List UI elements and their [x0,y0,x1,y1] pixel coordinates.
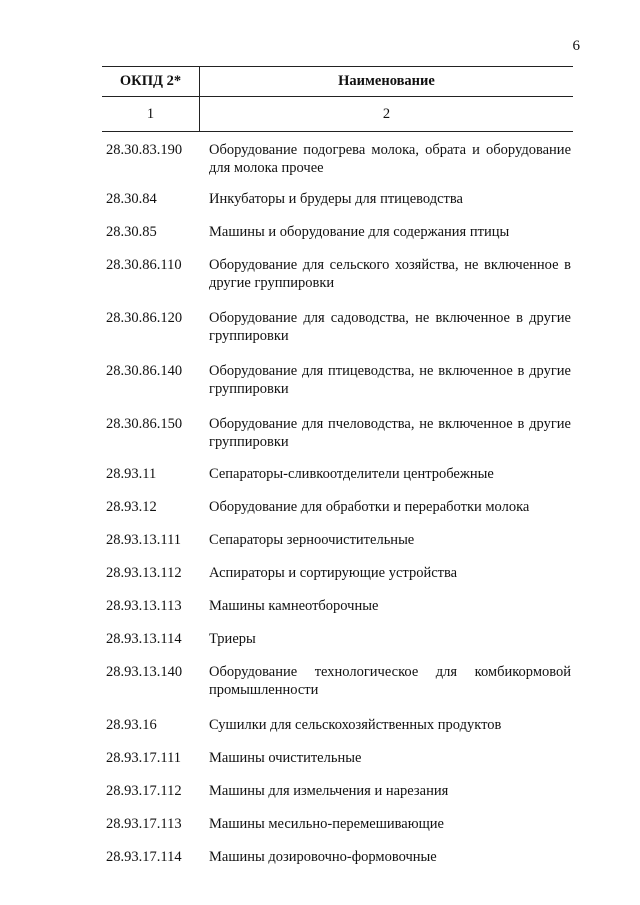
table-row [102,498,573,516]
row-code: 28.93.13.113 [106,598,182,614]
table-row [102,190,573,208]
table-row [102,415,573,451]
row-name: Оборудование для обработки и переработки молока [209,499,530,515]
row-code: 28.93.11 [106,466,157,482]
row-name: Сепараторы зерноочистительные [209,532,415,548]
table-row [102,749,573,767]
row-code: 28.93.13.114 [106,631,182,647]
row-name: Оборудование для садоводства, не включенное в другие группировки [209,310,571,344]
table-body [102,132,573,892]
row-name: Оборудование для сельского хозяйства, не включенное в другие группировки [209,257,571,291]
table-row [102,309,573,345]
row-name: Оборудование технологическое для комбикормовой промышленности [209,664,571,698]
table-row [102,223,573,241]
row-code: 28.93.16 [106,717,157,733]
row-code: 28.30.86.110 [106,257,182,273]
row-name: Машины и оборудование для содержания птицы [209,224,510,240]
column-number-1: 1 [102,97,200,131]
column-number-row [102,97,573,132]
table-row [102,630,573,648]
row-code: 28.93.12 [106,499,157,515]
row-code: 28.30.83.190 [106,142,183,158]
row-code: 28.30.86.120 [106,310,183,326]
row-name: Машины месильно-перемешивающие [209,816,444,832]
table-row [102,141,573,177]
row-name: Триеры [209,631,256,647]
table-header [102,66,573,97]
row-code: 28.30.86.140 [106,363,183,379]
row-code: 28.93.17.113 [106,816,182,832]
table-row [102,531,573,549]
table-row [102,564,573,582]
table-row [102,782,573,800]
row-name: Сушилки для сельскохозяйственных продуктов [209,717,502,733]
table-row [102,465,573,483]
table-row [102,256,573,292]
row-name: Машины камнеотборочные [209,598,379,614]
row-name: Сепараторы-сливкоотделители центробежные [209,466,494,482]
row-name: Машины дозировочно-формовочные [209,849,437,865]
header-name: Наименование [338,73,435,89]
okpd-table [102,66,573,892]
table-row [102,848,573,866]
row-name: Машины очистительные [209,750,362,766]
table-row [102,597,573,615]
table-row [102,815,573,833]
row-code: 28.93.17.112 [106,783,182,799]
row-name: Оборудование для птицеводства, не включенное в другие группировки [209,363,571,397]
row-name: Машины для измельчения и нарезания [209,783,449,799]
row-name: Инкубаторы и брудеры для птицеводства [209,191,463,207]
row-code: 28.30.84 [106,191,157,207]
row-name: Аспираторы и сортирующие устройства [209,565,458,581]
row-code: 28.93.13.112 [106,565,182,581]
header-code: ОКПД 2* [102,67,200,96]
column-number-2: 2 [382,105,391,122]
row-name: Оборудование подогрева молока, обрата и оборудование для молока прочее [209,142,571,176]
table-row [102,663,573,699]
row-code: 28.93.13.111 [106,532,182,548]
page-number: 6 [572,38,580,54]
row-code: 28.93.17.111 [106,750,182,766]
row-code: 28.93.17.114 [106,849,182,865]
row-code: 28.30.86.150 [106,416,183,432]
row-code: 28.30.85 [106,224,157,240]
table-row [102,716,573,734]
table-row [102,362,573,398]
row-name: Оборудование для пчеловодства, не включенное в другие группировки [209,416,571,450]
row-code: 28.93.13.140 [106,664,183,680]
